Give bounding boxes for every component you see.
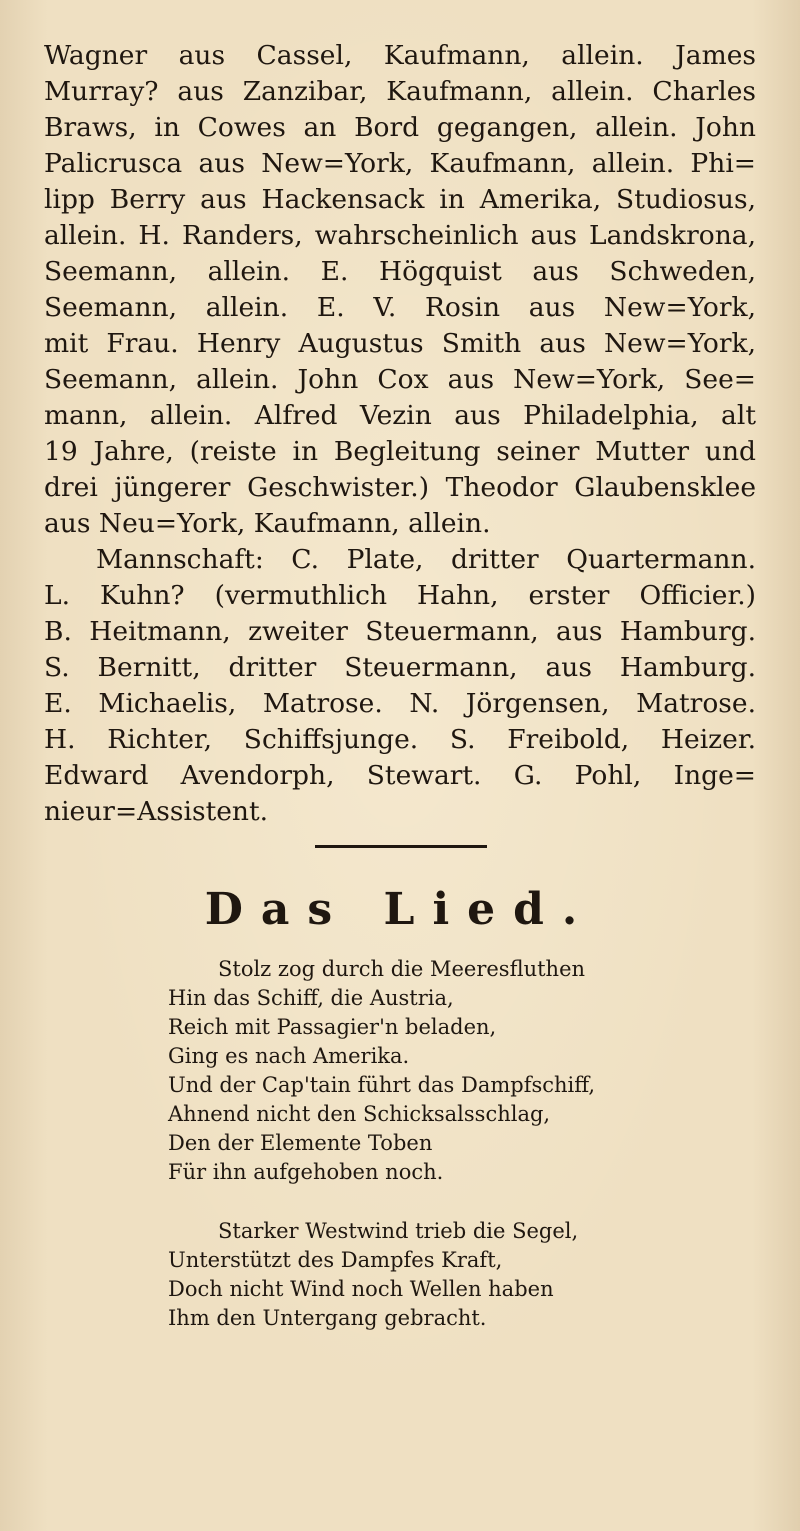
- text-line: L. Kuhn? (vermuthlich Hahn, erster Officier.): [44, 580, 756, 611]
- verse-line: Den der Elemente Toben: [168, 1131, 433, 1155]
- text-line: mit Frau. Henry Augustus Smith aus New=York,: [44, 328, 756, 359]
- text-line: allein. H. Randers, wahrscheinlich aus Landskrona,: [44, 220, 756, 251]
- verse-line: Reich mit Passagier'n beladen,: [168, 1015, 497, 1039]
- text-line: Murray? aus Zanzibar, Kaufmann, allein. Charles: [44, 76, 756, 107]
- verse-line: Ahnend nicht den Schicksalsschlag,: [168, 1102, 551, 1126]
- text-line: Seemann, allein. E. V. Rosin aus New=York,: [44, 292, 756, 323]
- verse-line: Unterstützt des Dampfes Kraft,: [168, 1248, 503, 1272]
- verse-line: Stolz zog durch die Meeresfluthen: [218, 957, 586, 981]
- verse-line: Ging es nach Amerika.: [168, 1044, 410, 1068]
- text-line: 19 Jahre, (reiste in Begleitung seiner Mutter und: [44, 436, 756, 467]
- passenger-crew-list: [44, 38, 756, 830]
- text-line: Palicrusca aus New=York, Kaufmann, allein. Phi=: [44, 148, 756, 179]
- text-line: drei jüngerer Geschwister.) Theodor Glaubensklee: [44, 472, 756, 503]
- text-line: lipp Berry aus Hackensack in Amerika, Studiosus,: [44, 184, 756, 215]
- crew-heading-line: Mannschaft: C. Plate, dritter Quartermann.: [96, 544, 756, 575]
- verse-line: Ihm den Untergang gebracht.: [168, 1306, 487, 1330]
- text-line: E. Michaelis, Matrose. N. Jörgensen, Matrose.: [44, 688, 756, 719]
- text-line: S. Bernitt, dritter Steuermann, aus Hamburg.: [44, 652, 756, 683]
- song-title: Das Lied.: [204, 884, 596, 935]
- text-line: B. Heitmann, zweiter Steuermann, aus Hamburg.: [44, 616, 756, 647]
- verse-line: Und der Cap'tain führt das Dampfschiff,: [168, 1073, 596, 1097]
- verse-line: Starker Westwind trieb die Segel,: [218, 1219, 579, 1243]
- verse-line: Hin das Schiff, die Austria,: [168, 986, 454, 1010]
- text-line: nieur=Assistent.: [44, 796, 269, 827]
- text-line: Seemann, allein. John Cox aus New=York, See=: [44, 364, 756, 395]
- text-line: Wagner aus Cassel, Kaufmann, allein. James: [44, 40, 756, 71]
- verse-line: Für ihn aufgehoben noch.: [168, 1160, 444, 1184]
- verse-line: Doch nicht Wind noch Wellen haben: [168, 1277, 554, 1301]
- text-line: aus Neu=York, Kaufmann, allein.: [44, 508, 491, 539]
- stanza-gap: [168, 1187, 688, 1217]
- song-verses: [168, 955, 688, 1333]
- text-line: Seemann, allein. E. Högquist aus Schweden,: [44, 256, 756, 287]
- text-line: Edward Avendorph, Stewart. G. Pohl, Inge=: [44, 760, 756, 791]
- text-line: H. Richter, Schiffsjunge. S. Freibold, Heizer.: [44, 724, 756, 755]
- section-divider: [315, 845, 487, 848]
- text-line: mann, allein. Alfred Vezin aus Philadelphia, alt: [44, 400, 756, 431]
- text-line: Braws, in Cowes an Bord gegangen, allein. John: [44, 112, 756, 143]
